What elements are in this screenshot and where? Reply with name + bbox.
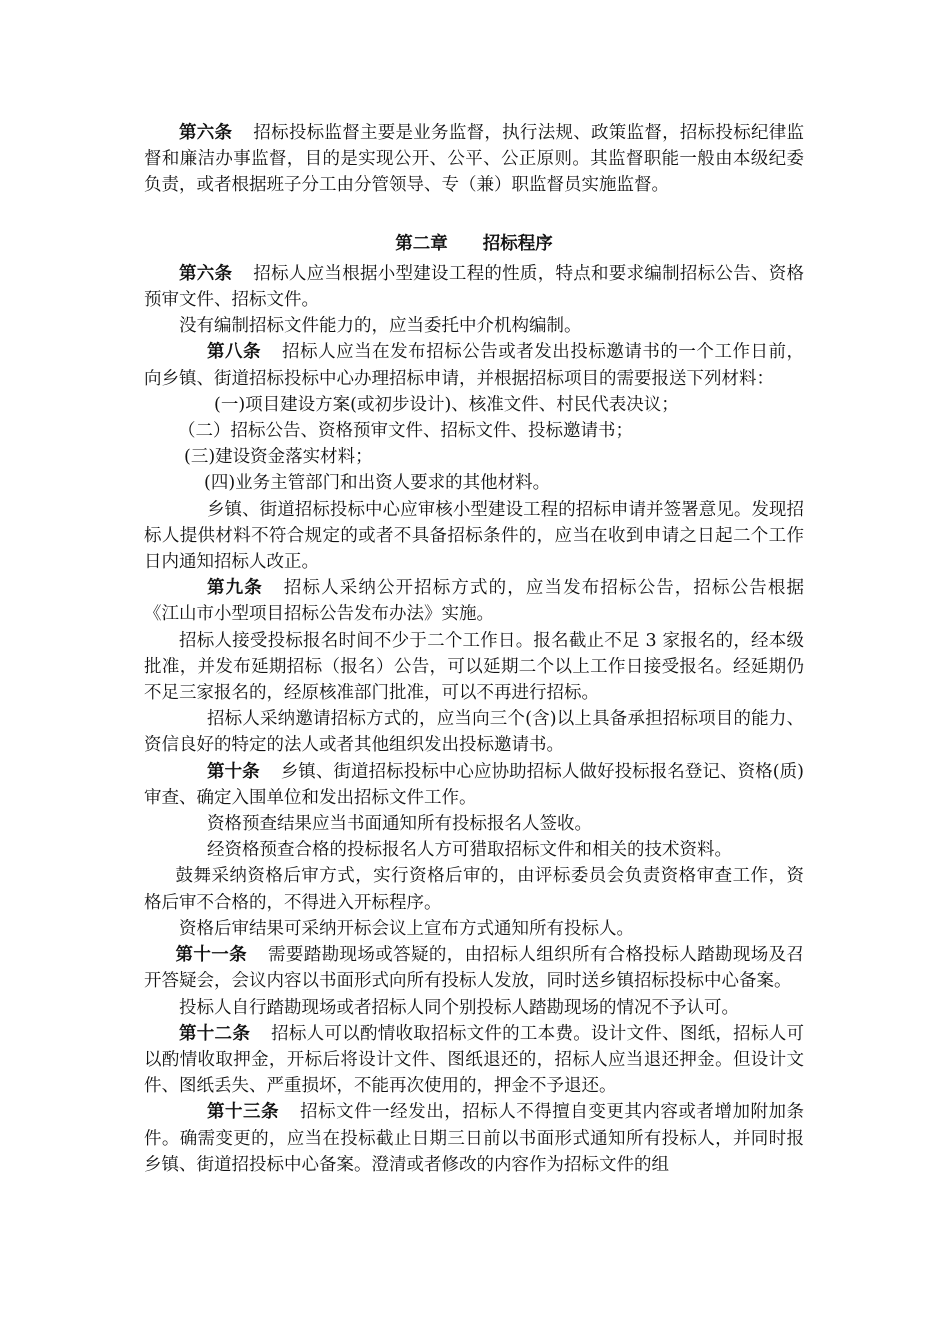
article-heading: 第十二条 xyxy=(179,1023,251,1044)
paragraph: 招标人采纳邀请招标方式的，应当向三个(含)以上具备承担招标项目的能力、资信良好的特定的法人或者其他组织发出投标邀请书。 xyxy=(144,709,804,756)
article-text: 招标人采纳公开招标方式的，应当发布招标公告，招标公告根据《江山市小型项目招标公告发布办法》实施。 xyxy=(144,578,805,625)
article-text: 招标文件一经发出，招标人不得擅自变更其内容或者增加附加条件。确需变更的，应当在投标截止日期三日前以书面形式通知所有投标人，并同时报乡镇、街道招投标中心备案。澄清或者修改的内容作为招标文件的组 xyxy=(144,1102,805,1175)
article-11 xyxy=(144,942,804,994)
article-heading: 第六条 xyxy=(179,123,233,143)
article-heading: 第十三条 xyxy=(207,1102,280,1123)
chapter-number: 第二章 xyxy=(395,233,448,254)
article-heading: 第六条 xyxy=(179,263,233,284)
document-page xyxy=(144,120,804,1178)
article-heading: 第十条 xyxy=(207,761,260,782)
paragraph: 资格预查结果应当书面通知所有投标报名人签收。 xyxy=(207,814,592,835)
article-text: 招标投标监督主要是业务监督，执行法规、政策监督，招标投标纪律监督和廉洁办事监督，目的是实现公开、公平、公正原则。其监督职能一般由本级纪委负责，或者根据班子分工由分管领导、专（兼）职监督员实施监督。 xyxy=(144,123,805,196)
article-heading: 第十一条 xyxy=(175,945,248,966)
article-13 xyxy=(144,1099,804,1178)
list-item: (一)项目建设方案(或初步设计)、核准文件、村民代表决议； xyxy=(214,394,679,415)
article-heading: 第八条 xyxy=(207,342,262,363)
article-12 xyxy=(144,1021,804,1100)
list-item: (三)建设资金落实材料； xyxy=(184,447,373,468)
paragraph: 没有编制招标文件能力的，应当委托中介机构编制。 xyxy=(179,316,582,337)
paragraph: 投标人自行踏勘现场或者招标人同个别投标人踏勘现场的情况不予认可。 xyxy=(179,997,739,1018)
article-6-supervision xyxy=(144,120,804,199)
article-text: 招标人应当在发布招标公告或者发出投标邀请书的一个工作日前，向乡镇、街道招标投标中心办理招标申请，并根据招标项目的需要报送下列材料： xyxy=(144,342,805,389)
article-text: 招标人应当根据小型建设工程的性质，特点和要求编制招标公告、资格预审文件、招标文件。 xyxy=(144,263,805,311)
article-9 xyxy=(144,575,804,627)
chapter-title: 招标程序 xyxy=(482,233,553,254)
list-item: (四)业务主管部门和出资人要求的其他材料。 xyxy=(204,473,551,494)
article-10 xyxy=(144,759,804,811)
article-heading: 第九条 xyxy=(207,578,263,599)
article-text: 需要踏勘现场或答疑的，由招标人组织所有合格投标人踏勘现场及召开答疑会，会议内容以书面形式向所有投标人发放，同时送乡镇招标投标中心备案。 xyxy=(144,945,804,992)
paragraph: 经资格预查合格的投标报名人方可猎取招标文件和相关的技术资料。 xyxy=(207,840,732,861)
chapter-heading xyxy=(144,231,804,257)
article-8 xyxy=(144,339,804,391)
paragraph: 资格后审结果可采纳开标会议上宣布方式通知所有投标人。 xyxy=(179,918,634,939)
paragraph: 乡镇、街道招标投标中心应审核小型建设工程的招标申请并签署意见。发现招标人提供材料不符合规定的或者不具备招标条件的，应当在收到申请之日起二个工作日内通知招标人改正。 xyxy=(144,499,804,573)
paragraph: 鼓舞采纳资格后审方式，实行资格后审的，由评标委员会负责资格审查工作，资格后审不合格的，不得进入开标程序。 xyxy=(144,866,804,913)
article-text: 招标人可以酌情收取招标文件的工本费。设计文件、图纸，招标人可以酌情收取押金，开标后将设计文件、图纸退还的，招标人应当退还押金。但设计文件、图纸丢失、严重损坏，不能再次使用的，押金不予退还。 xyxy=(144,1023,805,1097)
paragraph: 招标人接受投标报名时间不少于二个工作日。报名截止不足 3 家报名的，经本级批准，并发布延期招标（报名）公告，可以延期二个以上工作日接受报名。经延期仍不足三家报名的，经原核准部门批准，可以不再进行招标。 xyxy=(144,630,804,704)
list-item: （二）招标公告、资格预审文件、招标文件、投标邀请书； xyxy=(178,421,633,442)
article-6-documents xyxy=(144,261,804,313)
article-text: 乡镇、街道招标投标中心应协助招标人做好投标报名登记、资格(质)审查、确定入围单位和发出招标文件工作。 xyxy=(144,761,805,808)
